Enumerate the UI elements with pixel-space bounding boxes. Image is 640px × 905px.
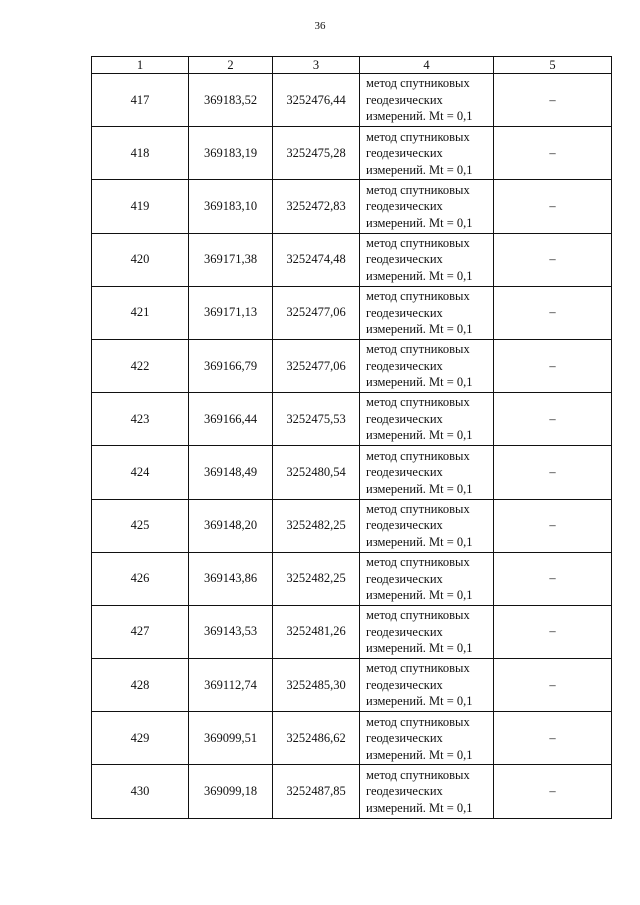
- point-number-cell: 418: [92, 127, 189, 180]
- page-number: 36: [314, 20, 326, 32]
- method-line: геодезических: [366, 677, 443, 692]
- y-coordinate-cell: 3252475,28: [273, 127, 360, 180]
- point-number-cell: 423: [92, 393, 189, 446]
- point-number-cell: 417: [92, 74, 189, 127]
- method-line: геодезических: [366, 571, 443, 586]
- method-line: метод спутниковых: [366, 448, 470, 463]
- method-line: измерений. Mt = 0,1: [366, 109, 473, 124]
- y-coordinate-cell: 3252475,53: [273, 393, 360, 446]
- method-line: геодезических: [366, 252, 443, 267]
- table-row: [92, 552, 612, 605]
- point-number-cell: 428: [92, 659, 189, 712]
- method-line: измерений. Mt = 0,1: [366, 162, 473, 177]
- note-cell: –: [494, 393, 612, 446]
- method-cell: [360, 552, 494, 605]
- x-coordinate-cell: 369099,18: [189, 765, 273, 818]
- method-line: метод спутниковых: [366, 661, 470, 676]
- method-line: метод спутниковых: [366, 182, 470, 197]
- y-coordinate-cell: 3252486,62: [273, 712, 360, 765]
- table-row: [92, 765, 612, 818]
- method-cell: [360, 339, 494, 392]
- method-line: измерений. Mt = 0,1: [366, 215, 473, 230]
- method-cell: [360, 659, 494, 712]
- method-line: метод спутниковых: [366, 767, 470, 782]
- method-line: геодезических: [366, 92, 443, 107]
- point-number-cell: 429: [92, 712, 189, 765]
- point-number-cell: 420: [92, 233, 189, 286]
- method-line: метод спутниковых: [366, 501, 470, 516]
- table-row: [92, 286, 612, 339]
- method-line: измерений. Mt = 0,1: [366, 800, 473, 815]
- note-cell: –: [494, 605, 612, 658]
- x-coordinate-cell: 369171,38: [189, 233, 273, 286]
- x-coordinate-cell: 369166,44: [189, 393, 273, 446]
- method-cell: [360, 446, 494, 499]
- method-line: геодезических: [366, 784, 443, 799]
- table-row: [92, 499, 612, 552]
- method-line: метод спутниковых: [366, 608, 470, 623]
- table-row: [92, 127, 612, 180]
- table-row: [92, 393, 612, 446]
- note-cell: –: [494, 127, 612, 180]
- method-line: геодезических: [366, 624, 443, 639]
- method-line: геодезических: [366, 465, 443, 480]
- method-line: геодезических: [366, 731, 443, 746]
- method-cell: [360, 712, 494, 765]
- method-cell: [360, 499, 494, 552]
- point-number-cell: 430: [92, 765, 189, 818]
- method-line: метод спутниковых: [366, 342, 470, 357]
- method-line: метод спутниковых: [366, 555, 470, 570]
- note-cell: –: [494, 552, 612, 605]
- point-number-cell: 424: [92, 446, 189, 499]
- column-header-4: 4: [360, 57, 494, 74]
- note-cell: –: [494, 339, 612, 392]
- table-row: [92, 74, 612, 127]
- y-coordinate-cell: 3252472,83: [273, 180, 360, 233]
- x-coordinate-cell: 369171,13: [189, 286, 273, 339]
- method-cell: [360, 233, 494, 286]
- x-coordinate-cell: 369183,52: [189, 74, 273, 127]
- method-line: геодезических: [366, 199, 443, 214]
- table-header-row: [92, 57, 612, 74]
- x-coordinate-cell: 369099,51: [189, 712, 273, 765]
- y-coordinate-cell: 3252485,30: [273, 659, 360, 712]
- method-line: измерений. Mt = 0,1: [366, 588, 473, 603]
- method-line: измерений. Mt = 0,1: [366, 322, 473, 337]
- table-row: [92, 446, 612, 499]
- method-line: измерений. Mt = 0,1: [366, 694, 473, 709]
- note-cell: –: [494, 180, 612, 233]
- method-line: геодезических: [366, 518, 443, 533]
- method-line: метод спутниковых: [366, 129, 470, 144]
- note-cell: –: [494, 446, 612, 499]
- x-coordinate-cell: 369148,49: [189, 446, 273, 499]
- x-coordinate-cell: 369148,20: [189, 499, 273, 552]
- table-row: [92, 659, 612, 712]
- method-line: метод спутниковых: [366, 289, 470, 304]
- point-number-cell: 419: [92, 180, 189, 233]
- method-line: измерений. Mt = 0,1: [366, 534, 473, 549]
- note-cell: –: [494, 499, 612, 552]
- method-line: метод спутниковых: [366, 395, 470, 410]
- method-line: измерений. Mt = 0,1: [366, 641, 473, 656]
- x-coordinate-cell: 369112,74: [189, 659, 273, 712]
- point-number-cell: 427: [92, 605, 189, 658]
- y-coordinate-cell: 3252477,06: [273, 286, 360, 339]
- note-cell: –: [494, 659, 612, 712]
- column-header-1: 1: [92, 57, 189, 74]
- point-number-cell: 426: [92, 552, 189, 605]
- method-line: измерений. Mt = 0,1: [366, 375, 473, 390]
- note-cell: –: [494, 233, 612, 286]
- table-row: [92, 180, 612, 233]
- column-header-5: 5: [494, 57, 612, 74]
- note-cell: –: [494, 74, 612, 127]
- coordinates-table: [91, 56, 612, 819]
- note-cell: –: [494, 765, 612, 818]
- x-coordinate-cell: 369143,53: [189, 605, 273, 658]
- table-row: [92, 339, 612, 392]
- y-coordinate-cell: 3252482,25: [273, 552, 360, 605]
- point-number-cell: 425: [92, 499, 189, 552]
- method-line: метод спутниковых: [366, 76, 470, 91]
- method-line: геодезических: [366, 358, 443, 373]
- method-cell: [360, 180, 494, 233]
- point-number-cell: 421: [92, 286, 189, 339]
- x-coordinate-cell: 369166,79: [189, 339, 273, 392]
- method-cell: [360, 765, 494, 818]
- method-cell: [360, 286, 494, 339]
- method-line: измерений. Mt = 0,1: [366, 747, 473, 762]
- method-line: метод спутниковых: [366, 714, 470, 729]
- method-cell: [360, 74, 494, 127]
- method-line: измерений. Mt = 0,1: [366, 481, 473, 496]
- note-cell: –: [494, 712, 612, 765]
- method-cell: [360, 127, 494, 180]
- method-line: метод спутниковых: [366, 235, 470, 250]
- method-line: геодезических: [366, 411, 443, 426]
- method-line: геодезических: [366, 305, 443, 320]
- x-coordinate-cell: 369183,19: [189, 127, 273, 180]
- y-coordinate-cell: 3252480,54: [273, 446, 360, 499]
- method-cell: [360, 605, 494, 658]
- table-row: [92, 233, 612, 286]
- method-line: измерений. Mt = 0,1: [366, 428, 473, 443]
- y-coordinate-cell: 3252482,25: [273, 499, 360, 552]
- column-header-3: 3: [273, 57, 360, 74]
- method-cell: [360, 393, 494, 446]
- x-coordinate-cell: 369183,10: [189, 180, 273, 233]
- method-line: геодезических: [366, 146, 443, 161]
- y-coordinate-cell: 3252474,48: [273, 233, 360, 286]
- point-number-cell: 422: [92, 339, 189, 392]
- method-line: измерений. Mt = 0,1: [366, 268, 473, 283]
- x-coordinate-cell: 369143,86: [189, 552, 273, 605]
- column-header-2: 2: [189, 57, 273, 74]
- y-coordinate-cell: 3252481,26: [273, 605, 360, 658]
- table-row: [92, 605, 612, 658]
- table-row: [92, 712, 612, 765]
- y-coordinate-cell: 3252477,06: [273, 339, 360, 392]
- note-cell: –: [494, 286, 612, 339]
- y-coordinate-cell: 3252487,85: [273, 765, 360, 818]
- y-coordinate-cell: 3252476,44: [273, 74, 360, 127]
